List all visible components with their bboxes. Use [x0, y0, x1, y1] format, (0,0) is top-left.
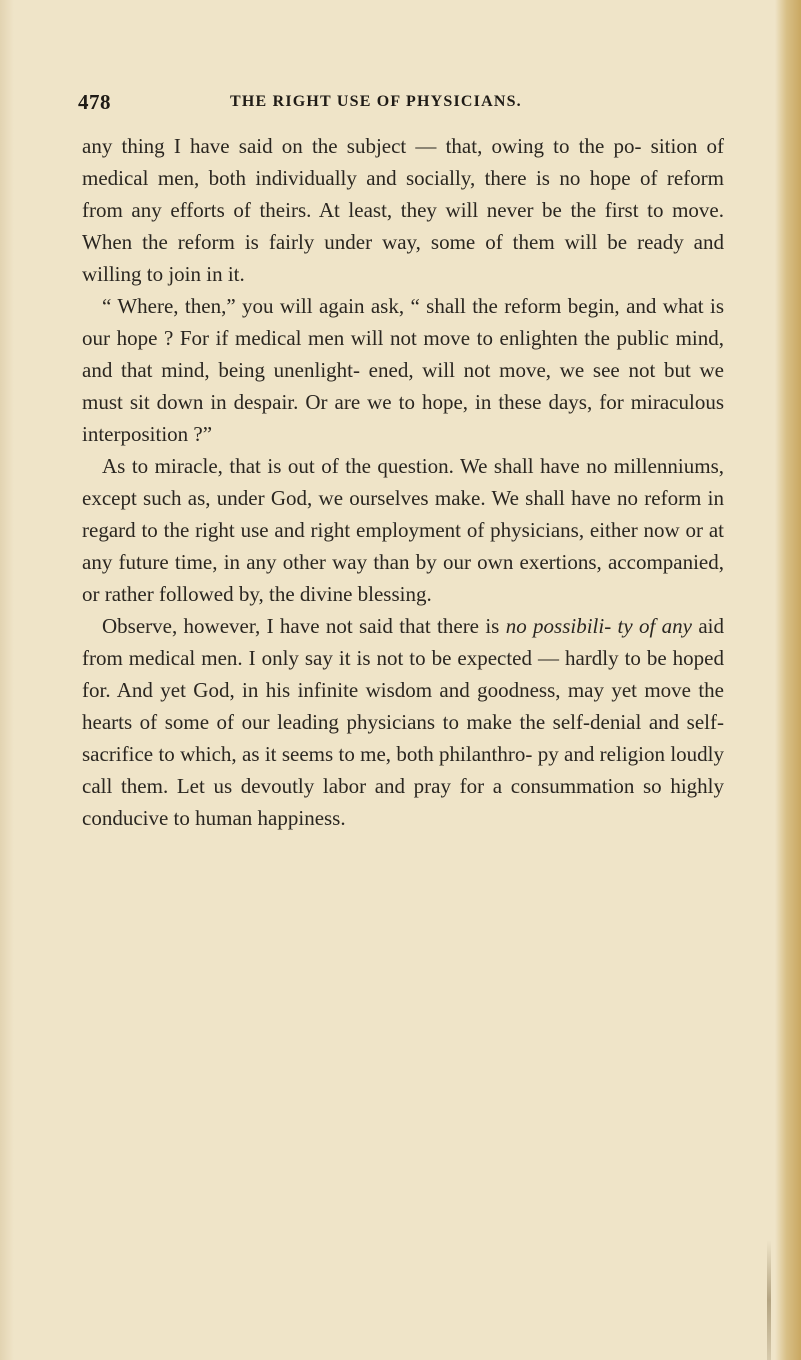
paragraph-3: As to miracle, that is out of the question. We shall have no millenniums, except such as, under God, we ourselves make. We shall have no reform in regard to the right use and right employment of physicians, either now or at any future time, in any other way than by our own exertions, accompanied, or rather followed by, the divine blessing. — [82, 454, 724, 606]
paragraph-4-italic: no possibili- ty of any — [505, 614, 692, 638]
paragraph-4-text-a: Observe, however, I have not said that there is — [102, 614, 506, 638]
page-number: 478 — [78, 90, 111, 114]
page-edge — [775, 0, 801, 1360]
paragraph-4-text-b: aid from medical men. I only say it is not to be expected — hardly to be hoped for. And yet God, in his infinite wisdom and goodness, may yet move the hearts of some of our leading physicians to make the self-denial and self-sacrifice to which, as it seems to me, both philanthro- py and religion loudly call them. Let us devoutly labor and pray for a consummation so highly conducive to human happiness. — [82, 614, 724, 830]
page-shadow — [0, 0, 14, 1360]
paragraph-4 — [82, 610, 724, 834]
paragraph-1: any thing I have said on the subject — that, owing to the po- sition of medical men, both individually and socially, there is no hope of reform from any efforts of theirs. At least, they will never be the first to move. When the reform is fairly under way, some of them will be ready and willing to join in it. — [82, 134, 724, 286]
running-title: THE RIGHT USE OF PHYSICIANS. — [230, 93, 522, 110]
body-text — [82, 130, 724, 834]
paragraph-2: “ Where, then,” you will again ask, “ shall the reform begin, and what is our hope ? For if medical men will not move to enlighten the public mind, and that mind, being unenlight- ened, will not move, we see not but we must sit down in despair. Or are we to hope, in these days, for miraculous interposition ?” — [82, 294, 724, 446]
binding-mark — [767, 1240, 771, 1360]
running-head — [78, 90, 724, 120]
